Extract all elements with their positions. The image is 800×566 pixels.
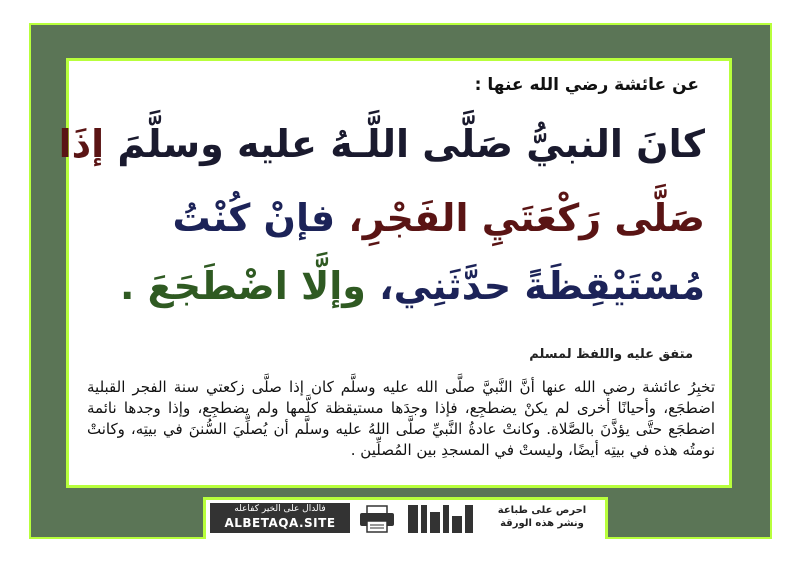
hadith-line-1 bbox=[58, 122, 705, 166]
site-link[interactable]: ALBETAQA.SITE bbox=[224, 516, 336, 530]
narrator-line: عن عائشة رضي الله عنها : bbox=[474, 75, 699, 95]
share-line-2: ونشر هذه الورقة bbox=[500, 518, 584, 529]
hadith-text: كانَ النبيُّ صَلَّى اللَّـهُ عليه وسلَّمَ bbox=[104, 122, 705, 166]
logo-icon bbox=[406, 502, 476, 536]
hadith-text: فإنْ كُنْتُ bbox=[172, 196, 336, 240]
hadith-text: إذَا bbox=[58, 122, 105, 166]
explanation-paragraph: تخبِرُ عائشة رضي الله عنها أنَّ النَّبيَّ صلَّى الله عليه وسلَّم كان إذا صلَّى زكعتي سنة الفجر القبلية اضطجَع، وأحيانًا أخرى لم يكنْ يضطجِع، فإذا وجدَها مستيقظة كلَّمها ولم يضطجِع، وإذا وجدها نائمة اضطجَع حتَّى يؤذَّنَ بالصَّلاة. وكانتْ عادةُ النَّبيِّ صلَّى اللهُ عليه وسلَّم أن يُصلِّيَ السُّننَ في بيتِه، وكانتْ نومتُه هذه في بيتِه أيضًا، وليستْ في المسجدِ بين المُصلِّين . bbox=[87, 378, 715, 459]
share-line-1: احرص على طباعة bbox=[497, 505, 587, 516]
hadith-text: وإلَّا اضْطَجَعَ . bbox=[119, 264, 366, 308]
footer-bar bbox=[203, 497, 608, 539]
site-badge[interactable] bbox=[210, 503, 350, 533]
hadith-line-2 bbox=[172, 196, 705, 240]
share-prompt bbox=[482, 504, 602, 534]
hadith-line-3 bbox=[119, 264, 705, 308]
hadith-source: متفق عليه واللفظ لمسلم bbox=[529, 347, 693, 362]
hadith-text: مُسْتَيْقِظَةً حدَّثَنِي، bbox=[365, 264, 705, 308]
printer-icon bbox=[356, 504, 398, 534]
hadith-text: صَلَّى رَكْعَتَيِ الفَجْرِ، bbox=[335, 196, 705, 240]
content-card bbox=[58, 58, 732, 488]
footer-tagline: فالدال على الخير كفاعله bbox=[234, 504, 326, 514]
